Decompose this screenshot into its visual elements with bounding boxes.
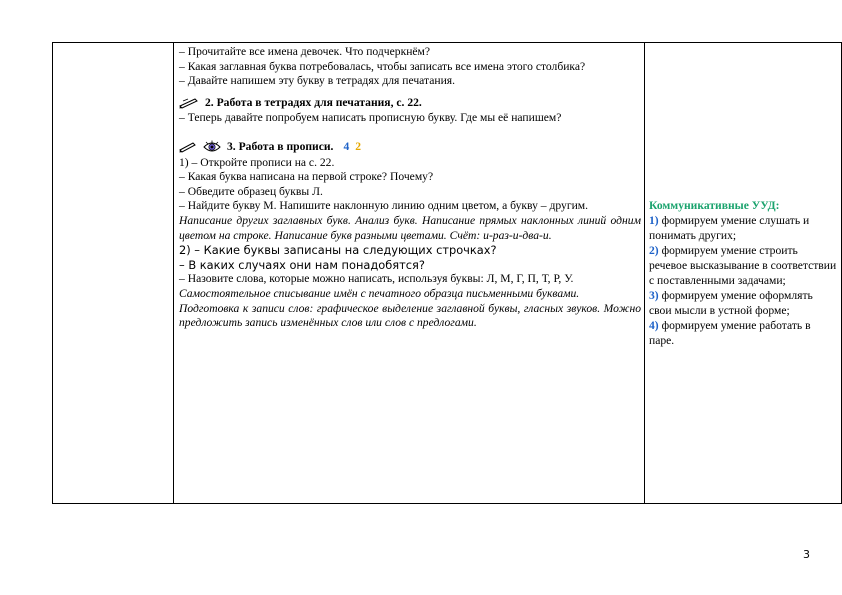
empty-left-cell <box>53 43 174 504</box>
section-3-line: – Обведите образец буквы Л. <box>179 184 323 198</box>
uud-item-text: формируем умение работать в паре. <box>649 319 811 347</box>
uud-item <box>649 318 837 348</box>
badge-number: 4 <box>343 139 350 153</box>
table-row <box>53 43 842 504</box>
intro-line: – Какая заглавная буква потребовалась, чтобы записать все имена этого столбика? <box>179 59 586 73</box>
section-2-heading <box>179 96 641 111</box>
question-line: – Назовите слова, которые можно написать, используя буквы: Л, М, Г, П, Т, Р, У. <box>179 272 574 286</box>
section-2-title: 2. Работа в тетрадях для печатания, с. 22. <box>205 95 422 109</box>
section-3-heading <box>179 140 641 155</box>
italic-note: Подготовка к записи слов: графическое выделение заглавной буквы, гласных звуков. Можно предложить запись изменённых слов или слов с предлогами. <box>179 301 641 330</box>
intro-line: – Прочитайте все имена девочек. Что подчеркнём? <box>179 45 431 58</box>
uud-item-number: 3) <box>649 289 659 302</box>
section-3-line: – Какая буква написана на первой строке? Почему? <box>179 170 434 184</box>
page-number: 3 <box>803 548 810 561</box>
question-line: – В каких случаях они нам понадобятся? <box>179 257 425 272</box>
badge-number: 2 <box>355 139 362 153</box>
section-3-line: – Найдите букву М. Напишите наклонную линию одним цветом, а букву – другим. <box>179 199 589 213</box>
italic-note: Написание других заглавных букв. Анализ букв. Написание прямых наклонных линий одним цветом на строке. Написание букв разными цветами. Счёт: и-раз-и-два-и. <box>179 213 641 242</box>
uud-item <box>649 243 837 288</box>
uud-item-number: 2) <box>649 244 659 257</box>
intro-line: – Давайте напишем эту букву в тетрадях для печатания. <box>179 74 456 88</box>
section-3-title: 3. Работа в прописи. <box>227 139 334 153</box>
uud-title: Коммуникативные УУД: <box>649 199 780 212</box>
section-3-line: 1) – Откройте прописи на с. 22. <box>179 155 335 169</box>
uud-item <box>649 213 837 243</box>
italic-note: Самостоятельное списывание имён с печатного образца письменными буквами. <box>179 286 580 300</box>
eye-icon <box>203 140 221 154</box>
pencil-icon <box>179 141 197 153</box>
uud-item <box>649 288 837 318</box>
uud-item-number: 4) <box>649 319 659 332</box>
uud-item-text: формируем умение строить речевое высказывание в соответствии с поставленными задачами; <box>649 244 837 287</box>
lesson-table <box>52 42 842 504</box>
uud-item-text: формируем умение слушать и понимать других; <box>649 214 810 242</box>
uud-item-number: 1) <box>649 214 659 227</box>
question-line: 2) – Какие буквы записаны на следующих строчках? <box>179 243 497 258</box>
pencil-icon <box>179 97 199 109</box>
uud-item-text: формируем умение оформлять свои мысли в устной форме; <box>649 289 813 317</box>
lesson-content-cell <box>174 43 645 504</box>
uud-cell <box>645 43 842 504</box>
section-2-text: – Теперь давайте попробуем написать прописную букву. Где мы её напишем? <box>179 111 562 125</box>
